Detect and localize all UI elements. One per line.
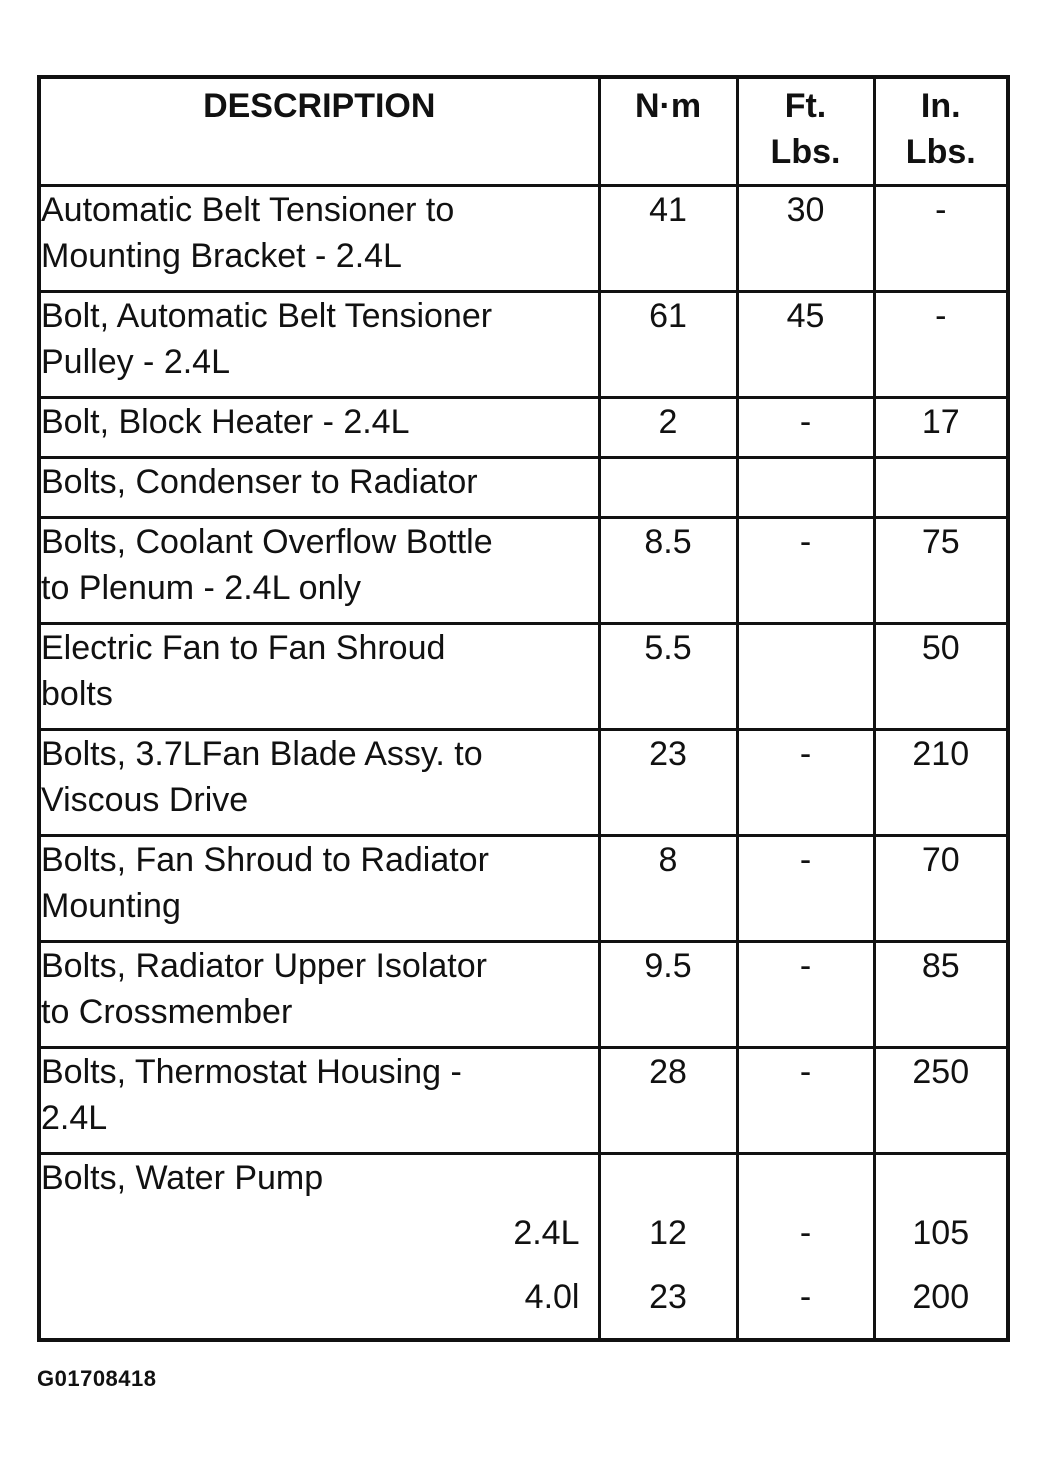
table-row [39,185,1008,291]
water-pump-sub-ft-lbs: - [799,1277,812,1316]
header-ft-lbs: Ft. Lbs. [737,77,874,185]
water-pump-nm [599,1153,737,1340]
row-in-lbs [874,457,1008,517]
row-nm: 61 [599,291,737,397]
table-row [39,517,1008,623]
row-in-lbs: - [874,185,1008,291]
row-nm: 8 [599,835,737,941]
row-description: Bolts, Fan Shroud to Radiator Mounting [39,835,599,941]
header-in-lbs: In. Lbs. [874,77,1008,185]
row-in-lbs: 210 [874,729,1008,835]
row-ft-lbs: 45 [737,291,874,397]
torque-spec-table [37,75,1010,1342]
table-row [39,291,1008,397]
table-row [39,457,1008,517]
header-nm: N·m [599,77,737,185]
row-nm: 41 [599,185,737,291]
row-description: Bolts, Condenser to Radiator [39,457,599,517]
row-in-lbs: 75 [874,517,1008,623]
row-in-lbs: 85 [874,941,1008,1047]
row-ft-lbs: - [737,729,874,835]
table-row [39,941,1008,1047]
row-description: Bolts, Thermostat Housing - 2.4L [39,1047,599,1153]
table-row [39,397,1008,457]
row-description: Automatic Belt Tensioner to Mounting Bracket - 2.4L [39,185,599,291]
water-pump-sub-in-lbs: 200 [912,1277,970,1316]
water-pump-sub-ft-lbs: - [799,1213,812,1252]
row-ft-lbs: - [737,941,874,1047]
water-pump-sub-label: 2.4L [513,1213,580,1252]
table-row [39,835,1008,941]
water-pump-description [39,1153,599,1340]
row-ft-lbs: - [737,397,874,457]
row-nm: 23 [599,729,737,835]
figure-id-caption: G01708418 [37,1366,157,1391]
water-pump-sub-in-lbs: 105 [912,1213,970,1252]
row-nm: 9.5 [599,941,737,1047]
header-row [39,77,1008,185]
row-description: Bolts, Radiator Upper Isolator to Crossmember [39,941,599,1047]
row-description: Bolt, Block Heater - 2.4L [39,397,599,457]
row-nm: 28 [599,1047,737,1153]
row-description: Electric Fan to Fan Shroud bolts [39,623,599,729]
row-description: Bolts, 3.7LFan Blade Assy. to Viscous Drive [39,729,599,835]
row-nm: 2 [599,397,737,457]
header-description: DESCRIPTION [39,77,599,185]
table-row-water-pump [39,1153,1008,1340]
row-in-lbs: 17 [874,397,1008,457]
water-pump-ft-lbs [737,1153,874,1340]
water-pump-sub-nm: 12 [649,1213,687,1252]
table-row [39,623,1008,729]
water-pump-sub-label: 4.0l [524,1277,580,1316]
row-ft-lbs [737,623,874,729]
table-row [39,729,1008,835]
row-ft-lbs: - [737,835,874,941]
row-nm: 5.5 [599,623,737,729]
row-nm: 8.5 [599,517,737,623]
table-row [39,1047,1008,1153]
row-in-lbs: - [874,291,1008,397]
row-ft-lbs: - [737,517,874,623]
water-pump-in-lbs [874,1153,1008,1340]
row-description: Bolts, Coolant Overflow Bottle to Plenum - 2.4L only [39,517,599,623]
row-ft-lbs: - [737,1047,874,1153]
row-in-lbs: 70 [874,835,1008,941]
water-pump-sub-nm: 23 [649,1277,687,1316]
row-ft-lbs [737,457,874,517]
row-ft-lbs: 30 [737,185,874,291]
row-in-lbs: 50 [874,623,1008,729]
water-pump-title: Bolts, Water Pump [41,1158,324,1197]
row-description: Bolt, Automatic Belt Tensioner Pulley - 2.4L [39,291,599,397]
row-nm [599,457,737,517]
row-in-lbs: 250 [874,1047,1008,1153]
